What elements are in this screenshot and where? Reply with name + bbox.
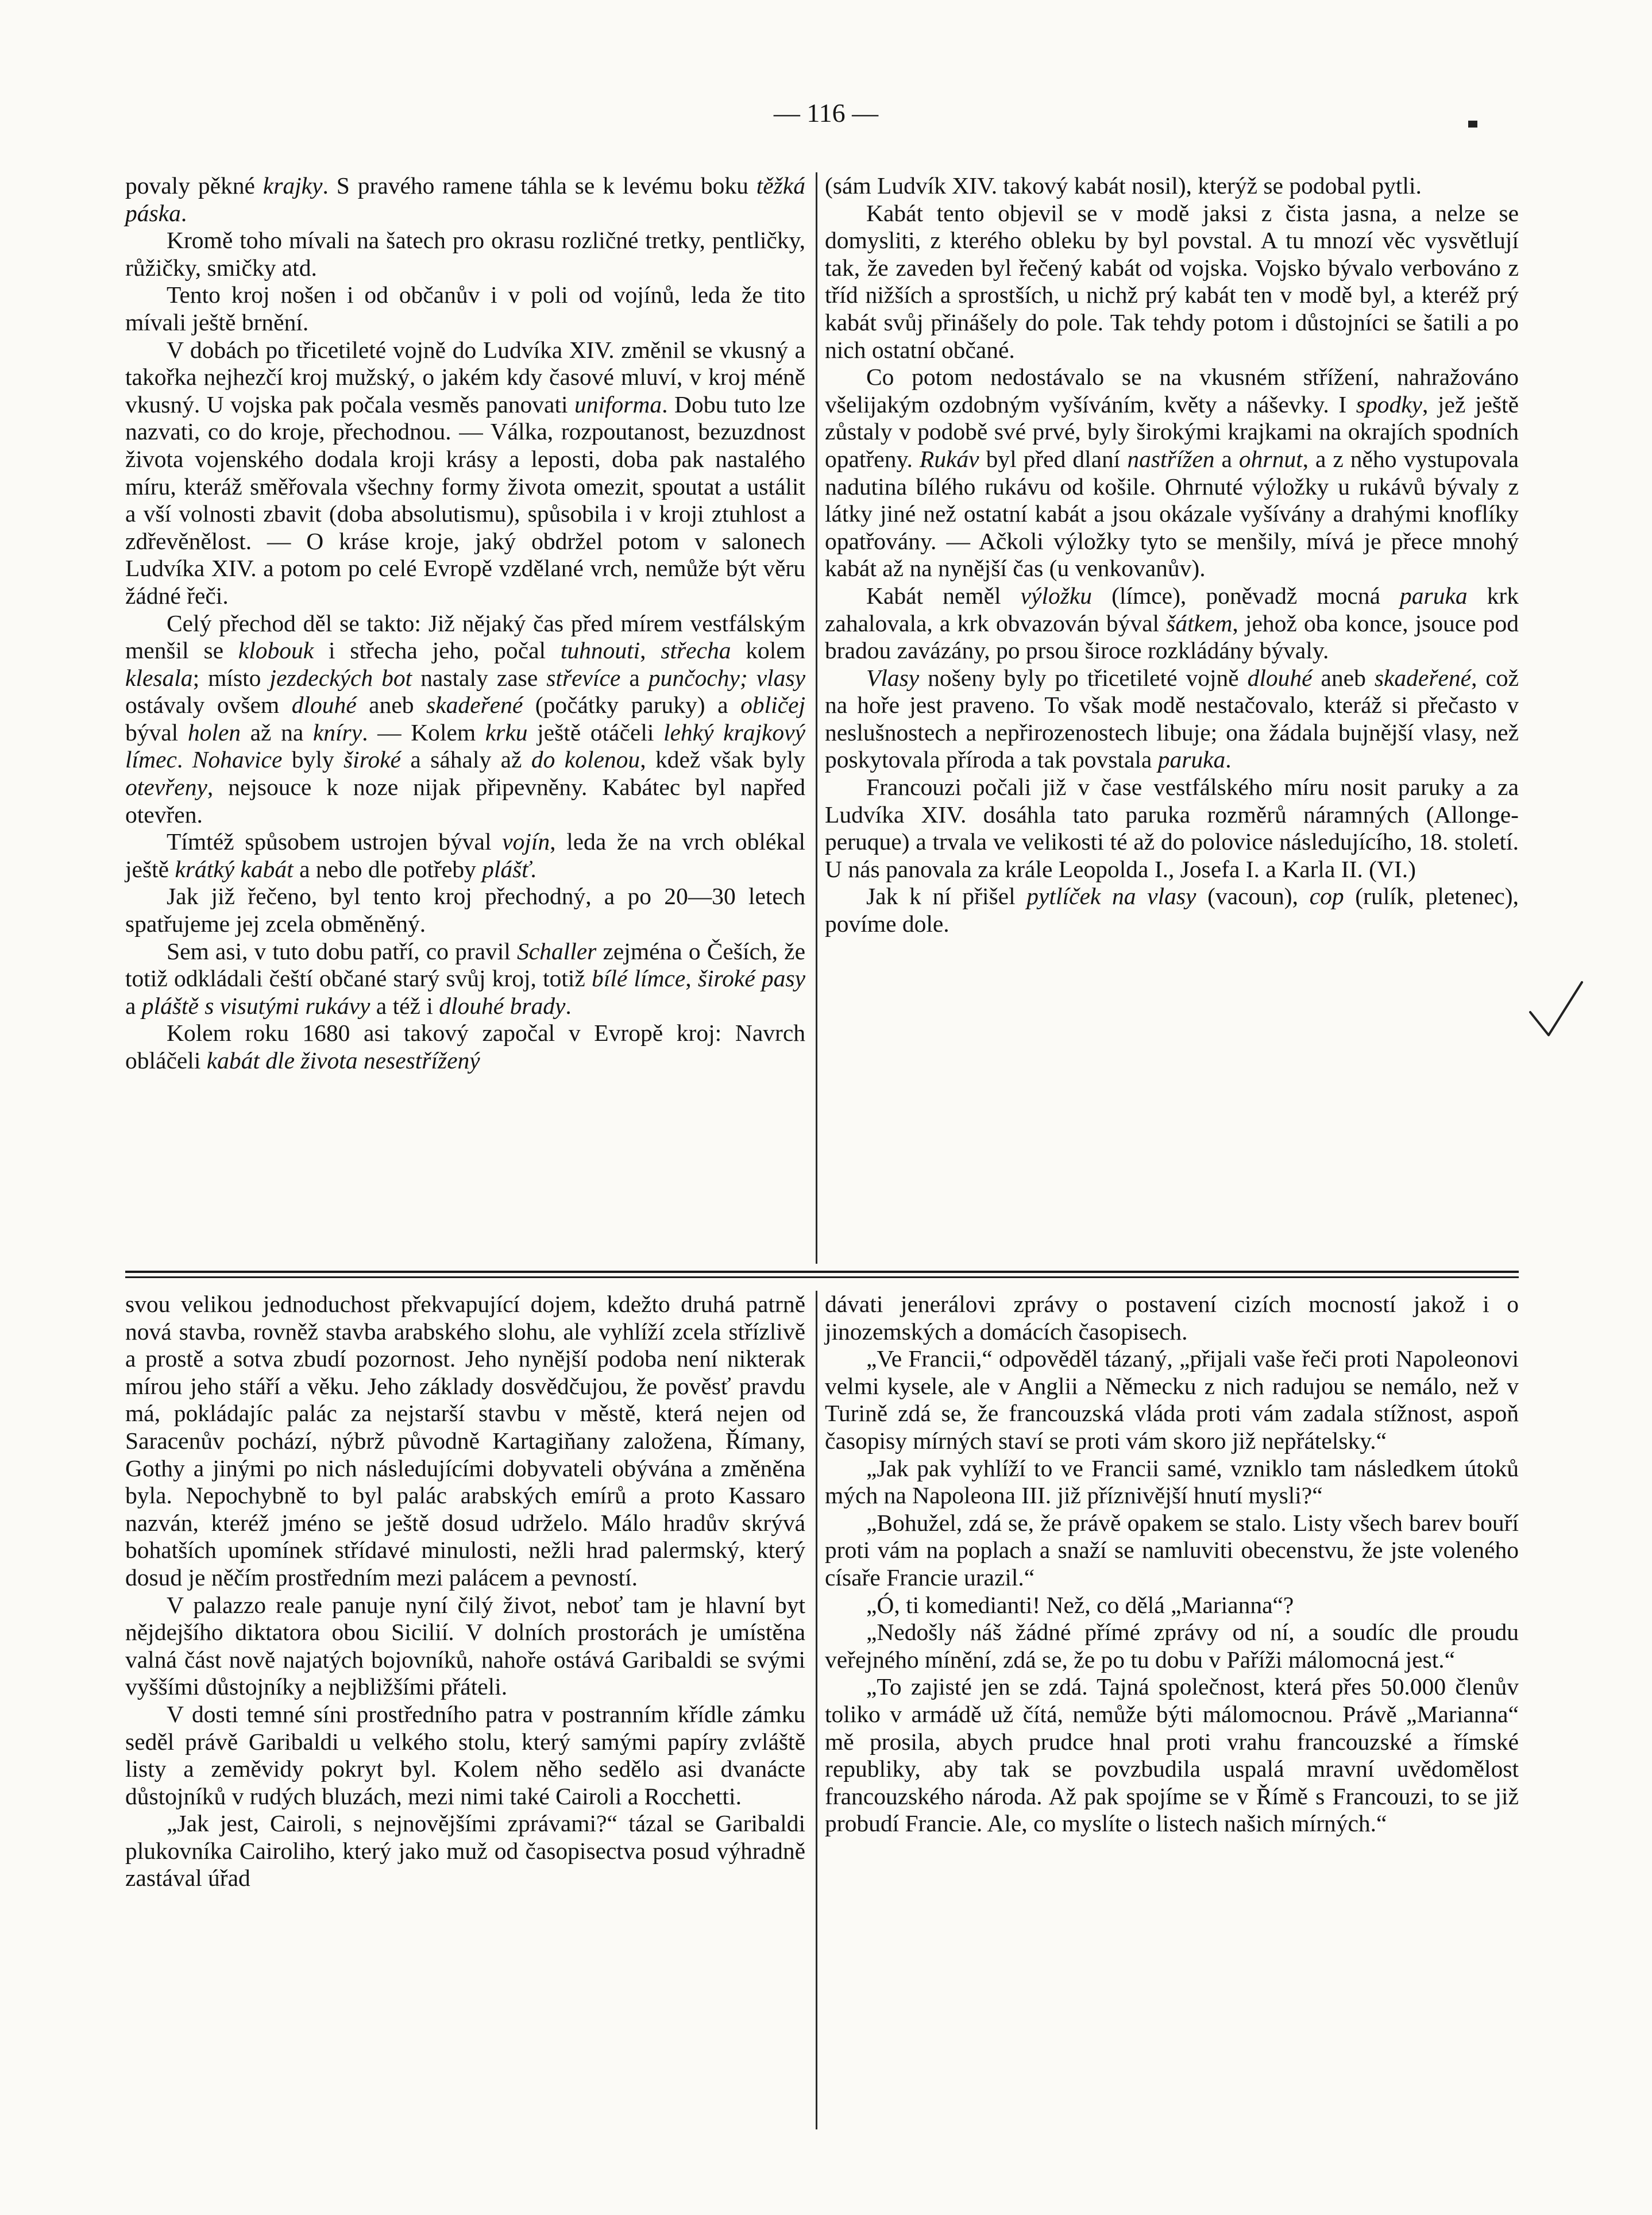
section-divider <box>125 1271 1519 1273</box>
paragraph: „Jak pak vyhlíží to ve Francii samé, vzniklo tam následkem útoků mých na Napoleona III. již příznivější hnutí mysli?“ <box>825 1454 1519 1509</box>
paragraph: V dosti temné síni prostředního patra v postranním křídle zámku seděl právě Garibaldi u velkého stolu, který samými papíry zvláště listy a zeměvidy pokryt byl. Kolem něho sedělo asi dvanácte důstojníků v rudých bluzách, mezi nimi také Cairoli a Rocchetti. <box>125 1700 805 1809</box>
column-top-left <box>125 172 805 1075</box>
paragraph: Vlasy nošeny byly po třicetileté vojně dlouhé aneb skadeřené, což na hoře jest praveno. To však modě nestačovalo, kteráž si přečasto v neslušnostech a nepřirozenostech libuje; ona žádala bujnější vlasy, než poskytovala příroda a tak povstala paruka. <box>825 664 1519 773</box>
paragraph: (sám Ludvík XIV. takový kabát nosil), kterýž se podobal pytli. <box>825 172 1422 199</box>
paragraph: Kolem roku 1680 asi takový započal v Evropě kroj: Navrch obláčeli kabát dle života nesestřížený <box>125 1020 805 1074</box>
paragraph: Jak k ní přišel pytlíček na vlasy (vacoun), cop (rulík, pletenec), povíme dole. <box>825 883 1519 937</box>
paragraph: V dobách po třicetileté vojně do Ludvíka XIV. změnil se vkusný a takořka nejhezčí kroj mužský, o jakém kdy časové mluví, v kroj méně vkusný. U vojska pak počala vesměs panovati uniforma. Dobu tuto lze nazvati, co do kroje, přechodnou. — Válka, rozpoutanost, bezuzdnost života vojenského dodala kroji krásy a leposti, doba pak nastalého míru, kteráž směřovala všechny formy života omezit, spoutat a ustálit a vší volnosti zbavit (doba absolutismu), spůsobila i v kroji ztuhlost a zdřevěnělost. — O kráse kroje, jaký obdržel potom v salonech Ludvíka XIV. a potom po celé Evropě vzdělané vrch, nemůže být věru žádné řeči. <box>125 336 806 609</box>
page-number: — 116 — <box>773 98 879 128</box>
paragraph: „Bohužel, zdá se, že právě opakem se stalo. Listy všech barev bouří proti vám na poplach a snaží se namluviti obecenstvu, že jste voleného císaře Francie urazil.“ <box>825 1509 1519 1591</box>
paragraph: Tímtéž spůsobem ustrojen býval vojín, leda že na vrch oblékal ještě krátký kabát a nebo dle potřeby plášť. <box>125 828 805 882</box>
paragraph: V palazzo reale panuje nyní čilý život, neboť tam je hlavní byt nějdejšího diktatora obou Sicilií. V dolních prostorách je umístěna valná část nově najatých bojovníků, nahoře ostává Garibaldi se svými vyššími důstojníky a nejbližšími přáteli. <box>125 1591 805 1700</box>
paragraph: Kabát tento objevil se v modě jaksi z čista jasna, a nelze se domysliti, z kterého obleku by byl povstal. A tu mnozí věc vysvětlují tak, že zaveden byl řečený kabát od vojska. Vojsko bývalo verbováno z tříd nižších a sprostších, u nichž prý kabát ten v modě byl, a kteréž prý kabát svůj přinášely do pole. Tak tehdy potom i důstojníci se šatili a po nich ostatní občané. <box>825 199 1519 363</box>
paragraph: „Ve Francii,“ odpověděl tázaný, „přijali vaše řeči proti Napoleonovi velmi kysele, ale v Anglii a Německu z nich radujou se nemálo, než v Turině zdá se, že francouzská vláda proti vám zadala stížnost, aspoň časopisy mírných staví se proti vám skoro již nepřátelsky.“ <box>825 1345 1519 1454</box>
paragraph: Sem asi, v tuto dobu patří, co pravil Schaller zejména o Češích, že totiž odkládali čeští občané starý svůj kroj, totiž bílé límce, široké pasy a pláště s visutými rukávy a též i dlouhé brady. <box>125 937 806 1019</box>
paragraph: svou velikou jednoduchost překvapující dojem, kdežto druhá patrně nová stavba, rovněž stavba arabského slohu, ale vyhlíží zcela střízlivě a prostě a sotva zbudí pozornost. Jeho nynější podoba není nikterak mírou jeho stáří a věku. Jeho základy dosvědčujou, že pověsť pravdu má, pokládajíc palác za nejstarší stavbu v městě, která nejen od Saracenův pochází, nýbrž původně Kartagiňany založena, Římany, Gothy a jinými po nich následujícími dobyvateli obývána a změněna byla. Nepochybně to byl palác arabských emírů a proto Kassaro nazván, kteréž jméno se ještě dosud udrželo. Málo hradův skrývá bohatších upomínek střídavé minulosti, nežli hrad palermský, který dosud je něčím prostředním mezi palácem a pevností. <box>125 1291 805 1591</box>
ink-mark <box>1468 121 1477 128</box>
column-top-right <box>825 172 1519 938</box>
column-divider <box>816 172 817 1264</box>
paragraph: Tento kroj nošen i od občanův i v poli od vojínů, leda že tito mívali ještě brnění. <box>125 281 805 335</box>
paragraph: dávati jenerálovi zprávy o postavení cizích mocností jakož i o jinozemských a domácích časopisech. <box>825 1291 1519 1345</box>
section-divider <box>125 1276 1519 1278</box>
paragraph: Kabát neměl výložku (límce), poněvadž mocná paruka krk zahalovala, a krk obvazován býval šátkem, jehož oba konce, jsouce pod bradou zavázány, po prsou široce rozkládány bývaly. <box>825 582 1519 664</box>
paragraph: Co potom nedostávalo se na vkusném střížení, nahražováno všelijakým ozdobným vyšíváním, květy a náševky. I spodky, jež ještě zůstaly v podobě své prvé, byly širokými krajkami na okrajích spodních opatřeny. Rukáv byl před dlaní nastřížen a ohrnut, a z něho vystupovala nadutina bílého rukávu od košile. Ohrnuté výložky u rukávů bývaly z látky jiné než ostatní kabát a jsou okázale vyšívány a drahými knoflíky opatřovány. — Ačkoli výložky tyto se menšily, mívá je přece mnohý kabát až na nynější čas (u venkovanův). <box>825 364 1519 582</box>
paragraph: „Nedošly náš žádné přímé zprávy od ní, a soudíc dle proudu veřejného mínění, zdá se, že po tu dobu v Paříži málomocná jest.“ <box>825 1619 1519 1673</box>
column-divider <box>816 1291 817 2129</box>
paragraph: Francouzi počali již v čase vestfálského míru nosit paruky a za Ludvíka XIV. dosáhla tato paruka rozměrů náramných (Allonge-peruque) a trvala ve velikosti té až do polovice následujícího, 18. století. U nás panovala za krále Leopolda I., Josefa I. a Karla II. (VI.) <box>825 774 1519 882</box>
paragraph: Kromě toho mívali na šatech pro okrasu rozličné tretky, pentličky, růžičky, smičky atd. <box>125 227 805 281</box>
paragraph: „To zajisté jen se zdá. Tajná společnost, která přes 50.000 členův toliko v armádě už čítá, nemůže býti málomocnou. Právě „Marianna“ mě prosila, abych prudce hnal proti vrahu francouzské a římské republiky, aby tak se povzbudila uspalá mravní uvědomělost francouzského národa. Až pak spojíme se v Římě s Francouzi, to se již probudí Francie. Ale, co myslíte o listech našich mírných.“ <box>825 1673 1519 1837</box>
paragraph: Celý přechod děl se takto: Již nějaký čas před mírem vestfálským menšil se klobouk i střecha jeho, počal tuhnouti, střecha kolem klesala; místo jezdeckých bot nastaly zase střevíce a punčochy; vlasy ostávaly ovšem dlouhé aneb skadeřené (počátky paruky) a obličej býval holen až na kníry. — Kolem krku ještě otáčeli lehký krajkový límec. Nohavice byly široké a sáhaly až do kolenou, kdež však byly otevřeny, nejsouce k noze nijak připevněny. Kabátec byl napřed otevřen. <box>125 609 806 828</box>
paragraph: „Jak jest, Cairoli, s nejnovějšími zprávami?“ tázal se Garibaldi plukovníka Cairoliho, který jako muž od časopisectva posud výhradně zastával úřad <box>125 1810 805 1892</box>
column-bottom-right <box>825 1291 1519 1838</box>
column-bottom-left <box>125 1291 805 1892</box>
handwritten-check-mark <box>1527 978 1584 1041</box>
paragraph: „Ó, ti komedianti! Než, co dělá „Marianna“? <box>866 1591 1294 1618</box>
paragraph: povaly pěkné krajky. S pravého ramene táhla se k levému boku těžká páska. <box>125 172 805 226</box>
paragraph: Jak již řečeno, byl tento kroj přechodný, a po 20—30 letech spatřujeme jej zcela obměněný. <box>125 883 805 937</box>
